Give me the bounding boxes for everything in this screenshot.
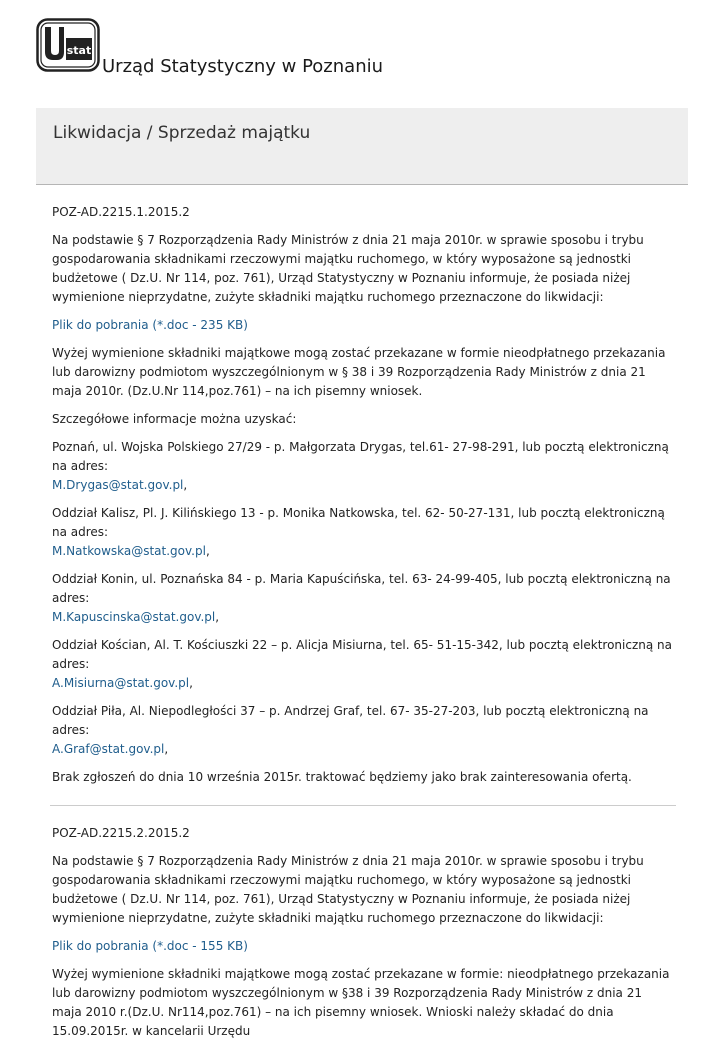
svg-text:stat: stat bbox=[66, 44, 92, 57]
email-link[interactable]: A.Graf@stat.gov.pl bbox=[52, 742, 165, 756]
contact-text: Oddział Konin, ul. Poznańska 84 - p. Maria Kapuścińska, tel. 63- 24-99-405, lub pocztą elektroniczną na adres: bbox=[52, 572, 671, 605]
download-link[interactable]: Plik do pobrania (*.doc - 155 KB) bbox=[52, 939, 248, 953]
site-title[interactable]: Urząd Statystyczny w Poznaniu bbox=[102, 56, 384, 77]
notice-id: POZ-AD.2215.2.2015.2 bbox=[52, 826, 190, 840]
section-divider bbox=[50, 805, 676, 806]
notice-transfer: Wyżej wymienione składniki majątkowe mogą zostać przekazane w formie: nieodpłatnego przekazania lub darowizny podmiotom wyszczególnionym w §38 i 39 Rozporządzenia Rady Ministrów z dnia 21 maja 2010 r.(Dz.U. Nr114,poz.761) – na ich pisemny wniosek. Wnioski należy składać do dnia 15.09.2015r. w kancelarii Urzędu bbox=[52, 967, 670, 1038]
contact-text: Poznań, ul. Wojska Polskiego 27/29 - p. Małgorzata Drygas, tel.61- 27-98-291, lub pocztą elektroniczną na adres: bbox=[52, 440, 669, 473]
contact-item bbox=[52, 636, 674, 693]
contact-item bbox=[52, 438, 674, 495]
page-banner bbox=[36, 108, 688, 185]
contact-suffix: , bbox=[205, 544, 210, 558]
notice-transfer: Wyżej wymienione składniki majątkowe mogą zostać przekazane w formie nieodpłatnego przekazania lub darowizny podmiotom wyszczególnionym w § 38 i 39 Rozporządzenia Rady Ministrów z dnia 21 maja 2010r. (Dz.U.Nr 114,poz.761) – na ich pisemny wniosek. bbox=[52, 346, 666, 398]
contact-item bbox=[52, 504, 674, 561]
notice-intro: Na podstawie § 7 Rozporządzenia Rady Ministrów z dnia 21 maja 2010r. w sprawie sposobu i trybu gospodarowania składnikami rzeczowymi majątku ruchomego, w który wyposażone są jednostki budżetowe ( Dz.U. Nr 114, poz. 761), Urząd Statystyczny w Poznaniu informuje, że posiada niżej wymienione nieprzydatne, zużyte składniki majątku ruchomego przeznaczone do likwidacji: bbox=[52, 233, 644, 304]
contact-item bbox=[52, 702, 674, 759]
contact-suffix: , bbox=[164, 742, 169, 756]
contact-text: Oddział Kościan, Al. T. Kościuszki 22 – p. Alicja Misiurna, tel. 65- 51-15-342, lub pocztą elektroniczną na adres: bbox=[52, 638, 672, 671]
info-label: Szczegółowe informacje można uzyskać: bbox=[52, 412, 297, 426]
notice-intro: Na podstawie § 7 Rozporządzenia Rady Ministrów z dnia 21 maja 2010r. w sprawie sposobu i trybu gospodarowania składnikami rzeczowymi majątku ruchomego, w który wyposażone są jednostki budżetowe ( Dz.U. Nr 114, poz. 761), Urząd Statystyczny w Poznaniu informuje, że posiada niżej wymienione nieprzydatne, zużyte składniki majątku ruchomego przeznaczone do likwidacji: bbox=[52, 854, 644, 925]
email-link[interactable]: M.Drygas@stat.gov.pl bbox=[52, 478, 184, 492]
contact-item bbox=[52, 570, 674, 627]
contact-suffix: , bbox=[183, 478, 188, 492]
download-link[interactable]: Plik do pobrania (*.doc - 235 KB) bbox=[52, 318, 248, 332]
main-content bbox=[52, 203, 674, 1050]
contact-text: Oddział Piła, Al. Niepodległości 37 – p. Andrzej Graf, tel. 67- 35-27-203, lub pocztą elektroniczną na adres: bbox=[52, 704, 649, 737]
site-header bbox=[36, 18, 696, 80]
contact-suffix: , bbox=[189, 676, 193, 690]
notice-id: POZ-AD.2215.1.2015.2 bbox=[52, 205, 190, 219]
contact-suffix: , bbox=[215, 610, 220, 624]
email-link[interactable]: A.Misiurna@stat.gov.pl bbox=[52, 676, 190, 690]
email-link[interactable]: M.Kapuscinska@stat.gov.pl bbox=[52, 610, 216, 624]
ustat-logo[interactable] bbox=[36, 18, 100, 72]
contact-text: Oddział Kalisz, Pl. J. Kilińskiego 13 - p. Monika Natkowska, tel. 62- 50-27-131, lub pocztą elektroniczną na adres: bbox=[52, 506, 665, 539]
notice-closing: Brak zgłoszeń do dnia 10 września 2015r. traktować będziemy jako brak zainteresowania ofertą. bbox=[52, 770, 632, 784]
page-title: Likwidacja / Sprzedaż majątku bbox=[53, 123, 311, 143]
email-link[interactable]: M.Natkowska@stat.gov.pl bbox=[52, 544, 206, 558]
